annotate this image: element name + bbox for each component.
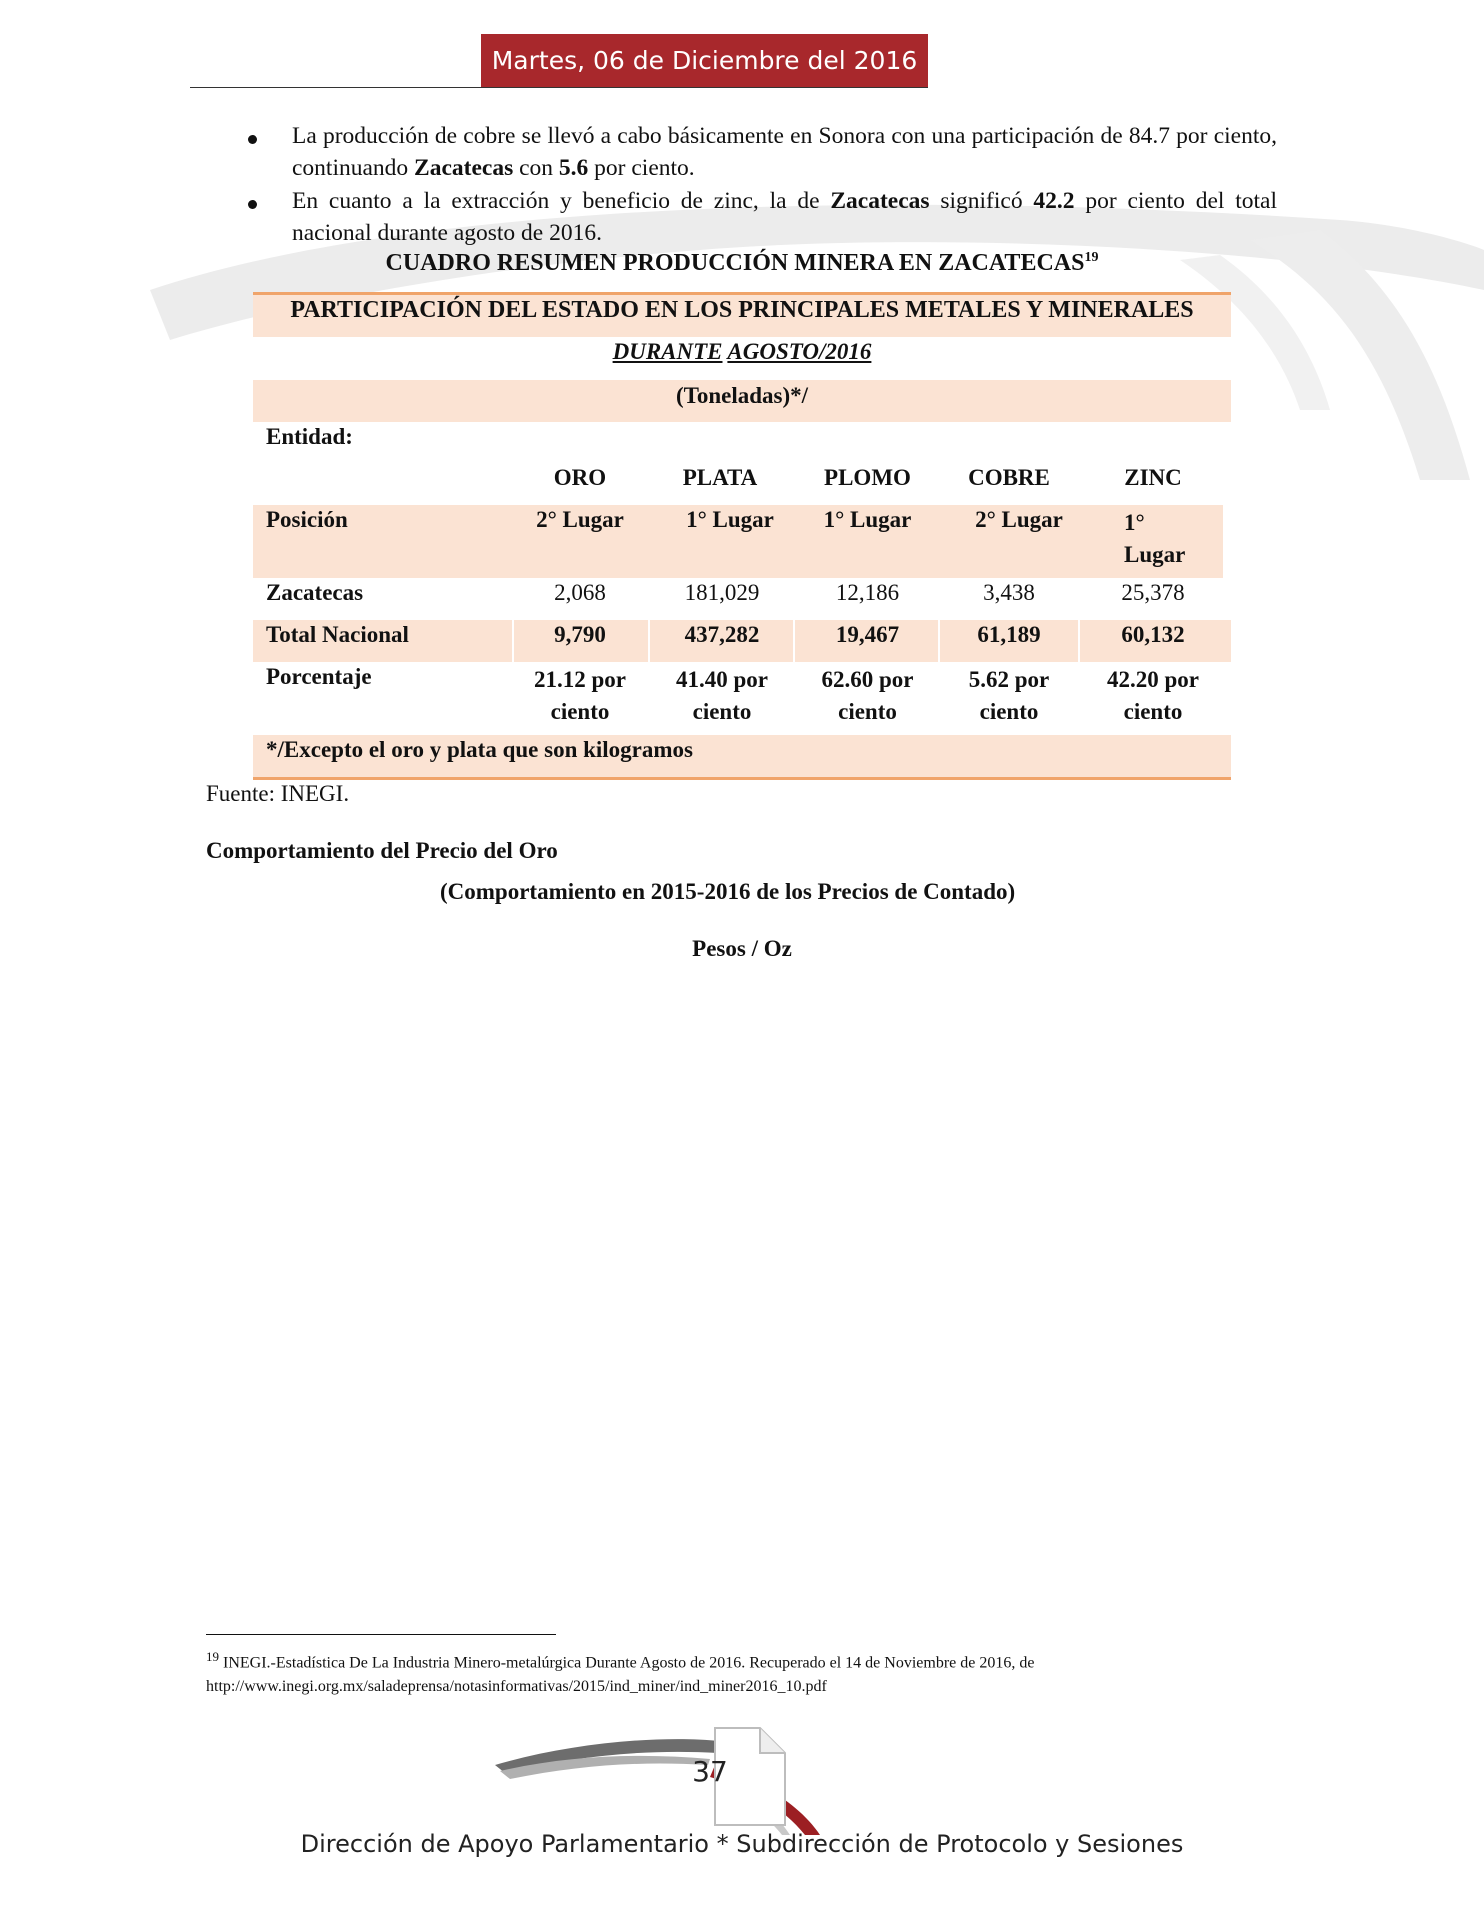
page-number: 37 (692, 1755, 728, 1788)
cell-posicion-plata: 1° Lugar (686, 507, 774, 532)
cell-porcentaje-plata: 41.40 por ciento (676, 667, 768, 724)
cell-total-plata: 437,282 (684, 622, 760, 647)
cell-zacatecas-cobre: 3,438 (983, 580, 1035, 605)
col-separator (938, 620, 940, 662)
footer-swoosh-logo (490, 1725, 840, 1835)
cell-porcentaje-oro: 21.12 por ciento (534, 667, 626, 724)
table-period: DURANTE AGOSTO/2016 (612, 339, 872, 364)
bullet-zinc: En cuanto a la extracción y beneficio de zinc, la de Zacatecas significó 42.2 por ciento del total nacional durante agosto de 2016. (292, 188, 1277, 246)
table-subtitle: PARTICIPACIÓN DEL ESTADO EN LOS PRINCIPALES METALES Y MINERALES (290, 297, 1194, 323)
footnote: $^{19}$ INEGI.-Estadística De La Industria Minero-metalúrgica Durante Agosto de 2016. Recuperado el 14 de Noviembre de 2016, de http://www.inegi.org.mx/saladeprensa/notasinformativas/2015/ind_miner/ind_miner2016_10.pdf (206, 1649, 1035, 1696)
col-separator (648, 620, 650, 662)
col-separator (1078, 620, 1080, 662)
header-date-banner: Martes, 06 de Diciembre del 2016 (481, 34, 928, 87)
col-header-plata: PLATA (682, 465, 758, 490)
cell-zacatecas-plomo: 12,186 (835, 580, 900, 605)
entity-label: Entidad: (266, 424, 353, 449)
table-title: CUADRO RESUMEN PRODUCCIÓN MINERA EN ZACATECAS$^{19}$ (385, 250, 1099, 276)
row-label-posicion: Posición (266, 507, 348, 532)
cell-total-plomo: 19,467 (835, 622, 900, 647)
cell-porcentaje-cobre: 5.62 por ciento (968, 667, 1050, 724)
cell-posicion-oro: 2° Lugar (536, 507, 624, 532)
cell-zacatecas-oro: 2,068 (554, 580, 606, 605)
cell-posicion-plomo: 1° Lugar (823, 507, 912, 532)
cell-porcentaje-plomo: 62.60 por ciento (821, 667, 914, 724)
section-units: Pesos / Oz (692, 936, 792, 961)
row-label-porcentaje: Porcentaje (266, 664, 372, 689)
col-separator (512, 620, 514, 662)
cell-zacatecas-plata: 181,029 (684, 580, 760, 605)
section-heading: Comportamiento del Precio del Oro (206, 838, 558, 863)
cell-posicion-cobre: 2° Lugar (975, 507, 1063, 532)
table-source: Fuente: INEGI. (206, 781, 350, 806)
bullet-dot (248, 135, 257, 144)
cell-total-cobre: 61,189 (977, 622, 1041, 647)
cell-total-oro: 9,790 (554, 622, 606, 647)
footer-text: Dirección de Apoyo Parlamentario * Subdirección de Protocolo y Sesiones (300, 1830, 1184, 1858)
bullet-copper: La producción de cobre se llevó a cabo básicamente en Sonora con una participación de 84.7 por ciento, continuando Zacatecas con 5.6 por ciento. (292, 123, 1277, 181)
cell-total-zinc: 60,132 (1121, 622, 1185, 647)
table-units: (Toneladas)*/ (675, 383, 809, 408)
col-header-cobre: COBRE (968, 465, 1050, 490)
col-header-zinc: ZINC (1124, 465, 1182, 490)
table-note: */Excepto el oro y plata que son kilogramos (266, 737, 694, 762)
section-subheading: (Comportamiento en 2015-2016 de los Precios de Contado) (440, 879, 1016, 904)
cell-posicion-zinc: 1° Lugar (1124, 510, 1186, 567)
cell-porcentaje-zinc: 42.20 por ciento (1107, 667, 1199, 724)
col-header-oro: ORO (553, 465, 607, 490)
table-bottom-rule (253, 777, 1231, 780)
row-label-zacatecas: Zacatecas (266, 580, 364, 605)
col-header-plomo: PLOMO (824, 465, 911, 490)
bullet-dot (248, 200, 257, 209)
row-label-total-nacional: Total Nacional (266, 622, 409, 647)
header-rule (190, 87, 928, 88)
col-separator (793, 620, 795, 662)
cell-zacatecas-zinc: 25,378 (1121, 580, 1185, 605)
footnote-rule (206, 1634, 556, 1635)
